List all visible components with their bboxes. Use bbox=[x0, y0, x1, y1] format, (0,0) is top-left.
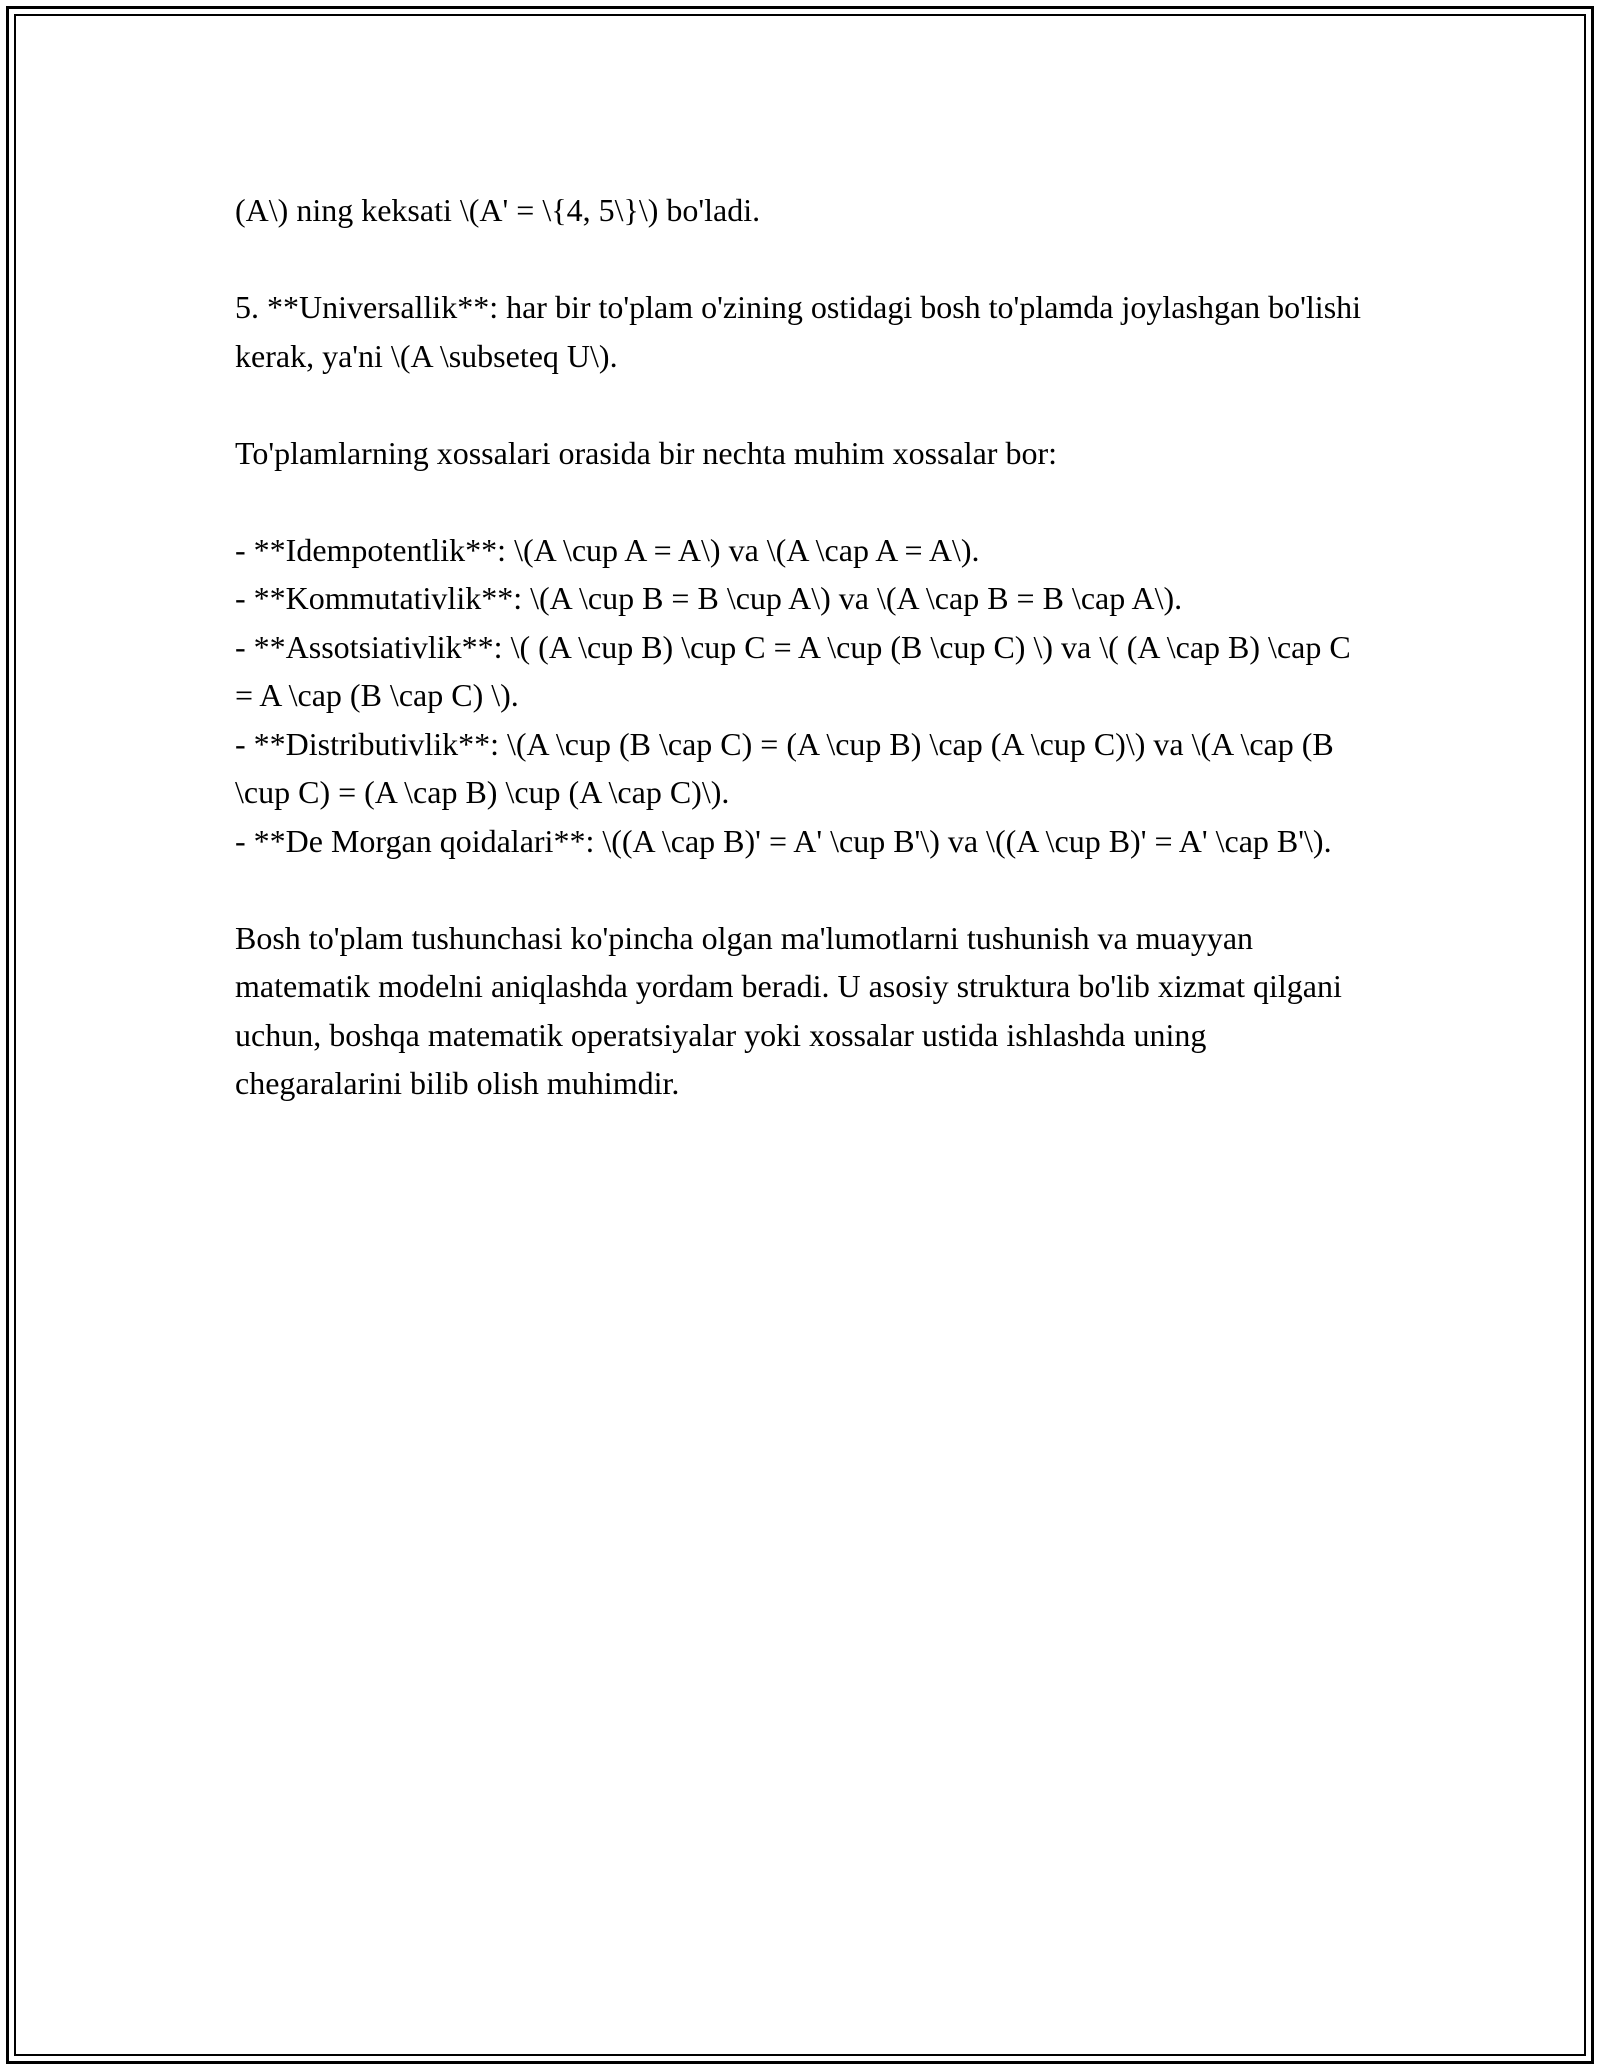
property-idempotence: - **Idempotentlik**: \(A \cup A = A\) va \(A \cap A = A\). bbox=[235, 531, 980, 568]
property-associativity: - **Assotsiativlik**: \( (A \cup B) \cup C = A \cup (B \cup C) \) va \( (A \cap B) \cap C = A \cap (B \cap C) \). bbox=[235, 628, 1351, 713]
properties-intro: To'plamlarning xossalari orasida bir nechta muhim xossalar bor: bbox=[235, 434, 1057, 471]
paragraph-gap bbox=[235, 865, 1375, 914]
property-de-morgan: - **De Morgan qoidalari**: \((A \cap B)' = A' \cup B'\) va \((A \cup B)' = A' \cap B'\). bbox=[235, 822, 1332, 859]
paragraph-gap bbox=[235, 235, 1375, 284]
paragraph-gap bbox=[235, 380, 1375, 429]
property-distributivity: - **Distributivlik**: \(A \cup (B \cap C) = (A \cup B) \cap (A \cup C)\) va \(A \cap (B \cup C) = (A \cap B) \cup (A \cap C)\). bbox=[235, 725, 1334, 810]
universality-item: 5. **Universallik**: har bir to'plam o'zining ostidagi bosh to'plamda joylashgan bo'lishi kerak, ya'ni \(A \subseteq U\). bbox=[235, 289, 1362, 374]
document-body bbox=[235, 186, 1375, 1108]
property-commutativity: - **Kommutativlik**: \(A \cup B = B \cup A\) va \(A \cap B = B \cap A\). bbox=[235, 580, 1183, 616]
conclusion-paragraph: Bosh to'plam tushunchasi ko'pincha olgan ma'lumotlarni tushunish va muayyan matematik modelni aniqlashda yordam beradi. U asosiy struktura bo'lib xizmat qilgani uchun, boshqa matematik operatsiyalar yoki xossalar ustida ishlashda uning chegaralarini bilib olish muhimdir. bbox=[235, 919, 1342, 1101]
intro-line: (A\) ning keksati \(A' = \{4, 5\}\) bo'ladi. bbox=[235, 192, 761, 228]
properties-list bbox=[235, 526, 1375, 866]
paragraph-gap bbox=[235, 477, 1375, 526]
